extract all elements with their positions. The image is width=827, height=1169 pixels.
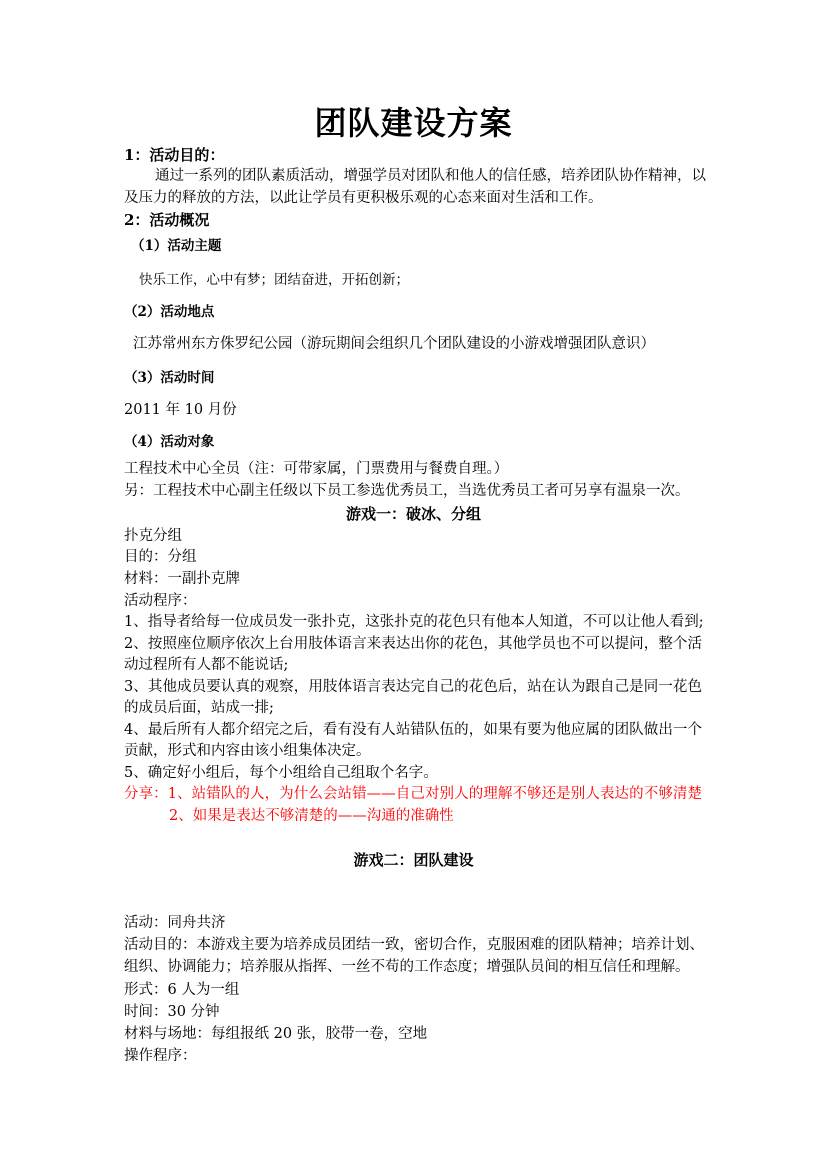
game-2-line: 活动目的：本游戏主要为培养成员团结一致，密切合作，克服困难的团队精神；培养计划、: [124, 937, 704, 953]
game-2-line: 时间：30 分钟: [124, 1004, 220, 1020]
purpose-line-2: 及压力的释放的方法，以此让学员有更积极乐观的心态来面对生活和工作。: [124, 190, 603, 206]
game-1-step: 4、最后所有人都介绍完之后，看有没有人站错队伍的，如果有要为他应属的团队做出一个: [124, 722, 702, 738]
section-2-heading: 2：活动概况: [124, 211, 210, 229]
game-2-line: 操作程序：: [124, 1048, 197, 1064]
target-line-1: 工程技术中心全员（注：可带家属，门票费用与餐费自理。）: [124, 461, 509, 477]
theme-heading: （1）活动主题: [131, 238, 222, 254]
section-1-heading: 1：活动目的：: [124, 146, 225, 164]
game-1-line: 目的：分组: [124, 549, 197, 565]
game-2-line: 形式：6 人为一组: [124, 982, 240, 998]
theme-text: 快乐工作，心中有梦；团结奋进，开拓创新；: [139, 272, 409, 288]
target-heading: （4）活动对象: [124, 434, 215, 450]
game-2-line: 材料与场地：每组报纸 20 张，胶带一卷，空地: [124, 1026, 428, 1042]
place-text: 江苏常州东方侏罗纪公园（游玩期间会组织几个团队建设的小游戏增强团队意识）: [133, 336, 655, 352]
game-1-step: 2、按照座位顺序依次上台用肢体语言来表达出你的花色，其他学员也不可以提问，整个活: [124, 636, 702, 652]
game-1-step: 动过程所有人都不能说话;: [124, 657, 289, 673]
game-1-step: 贡献，形式和内容由该小组集体决定。: [124, 743, 371, 759]
game-2-line: 活动：同舟共济: [124, 915, 226, 931]
game-1-line: 材料：一副扑克牌: [124, 571, 240, 587]
purpose-line-1: 通过一系列的团队素质活动，增强学员对团队和他人的信任感，培养团队协作精神，以: [155, 168, 706, 184]
game-1-step: 1、指导者给每一位成员发一张扑克，这张扑克的花色只有他本人知道，不可以让他人看到;: [124, 614, 704, 630]
game-1-line: 扑克分组: [124, 528, 182, 544]
game-1-heading: 游戏一：破冰、分组: [345, 505, 481, 523]
game-1-line: 活动程序：: [124, 593, 197, 609]
game-1-share-line-1: 分享：1、站错队的人，为什么会站错——自己对别人的理解不够还是别人表达的不够清楚: [124, 786, 702, 802]
document-title: 团队建设方案: [314, 104, 513, 142]
game-2-heading: 游戏二：团队建设: [353, 851, 474, 869]
target-line-2: 另：工程技术中心副主任级以下员工参选优秀员工，当选优秀员工者可另享有温泉一次。: [124, 483, 690, 499]
time-text: 2011 年 10 月份: [124, 402, 237, 418]
game-2-line: 组织、协调能力；培养服从指挥、一丝不苟的工作态度；增强队员间的相互信任和理解。: [124, 959, 690, 975]
game-1-step: 3、其他成员要认真的观察，用肢体语言表达完自己的花色后，站在认为跟自己是同一花色: [124, 679, 702, 695]
game-1-share-line-2: 2、如果是表达不够清楚的——沟通的准确性: [169, 808, 454, 824]
game-1-step: 的成员后面，站成一排;: [124, 700, 274, 716]
game-1-step: 5、确定好小组后，每个小组给自己组取个名字。: [124, 765, 438, 781]
place-heading: （2）活动地点: [124, 304, 215, 320]
time-heading: （3）活动时间: [124, 370, 215, 386]
